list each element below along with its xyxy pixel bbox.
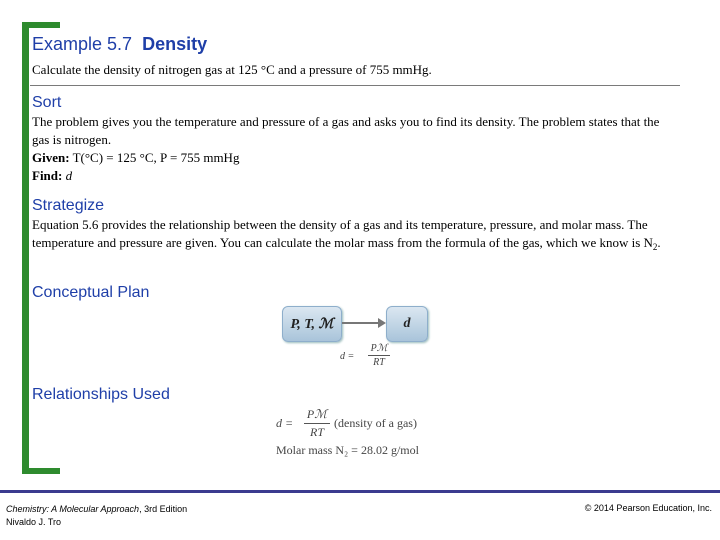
- plan-numerator: Pℳ: [370, 343, 388, 354]
- plan-eq-lhs: d =: [340, 351, 355, 362]
- strategize-body: Equation 5.6 provides the relationship between the density of a gas and its temperature, pressure, and molar mass. The temperature and pressure are given. You can calculate the molar mass from the formula of the gas, which we know is N: [32, 217, 653, 250]
- book-edition: , 3rd Edition: [139, 504, 188, 514]
- sort-heading: Sort: [32, 94, 62, 111]
- rel-fraction: [304, 407, 330, 440]
- green-bracket-top: [22, 22, 60, 28]
- green-bracket-bar: [22, 22, 29, 474]
- green-bracket-bottom: [22, 468, 60, 474]
- footer-citation: [6, 503, 187, 529]
- plan-arrow: [342, 322, 380, 324]
- relationships-block: [276, 405, 476, 460]
- given-line: [32, 149, 672, 167]
- plan-input-box: P, T, ℳ: [282, 306, 342, 342]
- divider: [30, 85, 680, 86]
- problem-statement: Calculate the density of nitrogen gas at 125 °C and a pressure of 755 mmHg.: [32, 62, 432, 77]
- find-label: Find:: [32, 168, 63, 183]
- subscript-2: 2: [652, 242, 658, 252]
- book-author: Nivaldo J. Tro: [6, 517, 62, 527]
- sort-text: The problem gives you the temperature and pressure of a gas and asks you to find its density. The problem states that the gas is nitrogen.: [32, 114, 660, 147]
- fraction-bar: [304, 423, 330, 424]
- rel-description: (density of a gas): [334, 416, 417, 430]
- example-name: Density: [142, 34, 208, 54]
- plan-fraction: [368, 343, 390, 368]
- fraction-bar: [368, 355, 390, 356]
- sort-section: [32, 113, 672, 185]
- molar-mass: Molar mass N₂ = 28.02 g/mol: [276, 443, 419, 457]
- rel-numerator: Pℳ: [306, 407, 328, 421]
- copyright: © 2014 Pearson Education, Inc.: [584, 503, 712, 513]
- given-value: T(°C) = 125 °C, P = 755 mmHg: [72, 150, 240, 165]
- footer-rule: [0, 490, 720, 493]
- book-title: Chemistry: A Molecular Approach: [6, 504, 140, 514]
- rel-denominator: RT: [309, 425, 324, 439]
- plan-denominator: RT: [373, 357, 385, 368]
- arrow-head-icon: [378, 318, 386, 328]
- conceptual-plan-diagram: [278, 303, 448, 375]
- find-value: d: [65, 168, 73, 183]
- strategize-heading: Strategize: [32, 197, 105, 214]
- rel-eq-lhs: d =: [276, 416, 294, 430]
- given-label: Given:: [32, 150, 70, 165]
- strategize-end: .: [657, 235, 661, 250]
- conceptual-plan-heading: Conceptual Plan: [32, 284, 150, 301]
- relationships-heading: Relationships Used: [32, 386, 170, 403]
- example-title: [32, 34, 207, 55]
- plan-output-box: d: [386, 306, 428, 342]
- find-line: [32, 167, 672, 185]
- strategize-text: [32, 216, 672, 256]
- example-number: Example 5.7: [32, 34, 133, 54]
